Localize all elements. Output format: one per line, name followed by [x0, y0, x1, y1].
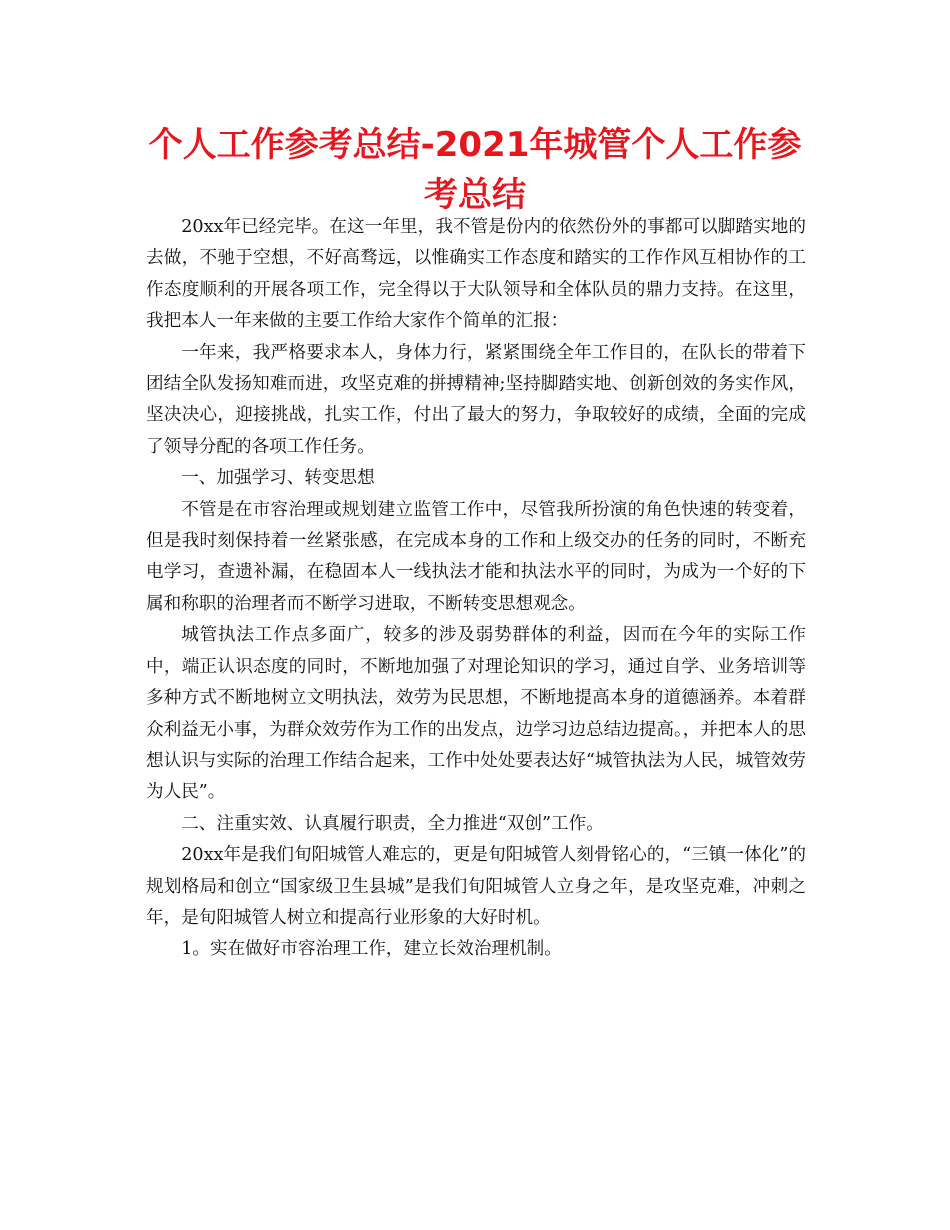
paragraph-xunyang: 20xx年是我们旬阳城管人难忘的，更是旬阳城管人刻骨铭心的，“三镇一体化”的规划格局和创立“国家级卫生县城”是我们旬阳城管人立身之年，是攻坚克难，冲刺之年，是旬阳城管人树立和提高行业形象的大好时机。 [146, 845, 806, 928]
paragraph-enforcement: 城管执法工作点多面广，较多的涉及弱势群体的利益，因而在今年的实际工作中，端正认识态度的同时，不断地加强了对理论知识的学习，通过自学、业务培训等多种方式不断地树立文明执法，效劳为民思想，不断地提高本身的道德涵养。本着群众利益无小事，为群众效劳作为工作的出发点，边学习边总结边提高。，并把本人的思想认识与实际的治理工作结合起来，工作中处处要表达好“城管执法为人民，城管效劳为人民”。 [146, 625, 806, 803]
paragraph-intro: 20xx年已经完毕。在这一年里，我不管是份内的依然份外的事都可以脚踏实地的去做，不驰于空想，不好高骛远，以惟确实工作态度和踏实的工作作风互相协作的工作态度顺利的开展各项工作，完全得以于大队领导和全体队员的鼎力支持。在这里，我把本人一年来做的主要工作给大家作个简单的汇报： [146, 217, 806, 332]
document-body [146, 212, 806, 966]
section-heading-2: 二、注重实效、认真履行职责，全力推进“双创”工作。 [181, 813, 604, 834]
section-heading-1: 一、加强学习、转变思想 [181, 468, 375, 489]
paragraph-year-summary: 一年来，我严格要求本人，身体力行，紧紧围绕全年工作目的，在队长的带着下团结全队发扬知难而进，攻坚克难的拼搏精神;坚持脚踏实地、创新创效的务实作风，坚决决心，迎接挑战，扎实工作，付出了最大的努力，争取较好的成绩，全面的完成了领导分配的各项工作任务。 [146, 342, 806, 457]
subsection-heading-1: 1。实在做好市容治理工作，建立长效治理机制。 [181, 939, 562, 960]
document-title: 个人工作参考总结-2021年城管个人工作参考总结 [148, 125, 802, 215]
paragraph-learning: 不管是在市容治理或规划建立监管工作中，尽管我所扮演的角色快速的转变着，但是我时刻保持着一丝紧张感，在完成本身的工作和上级交办的任务的同时，不断充电学习，查遗补漏，在稳固本人一线执法才能和执法水平的同时，为成为一个好的下属和称职的治理者而不断学习进取，不断转变思想观念。 [146, 499, 806, 614]
